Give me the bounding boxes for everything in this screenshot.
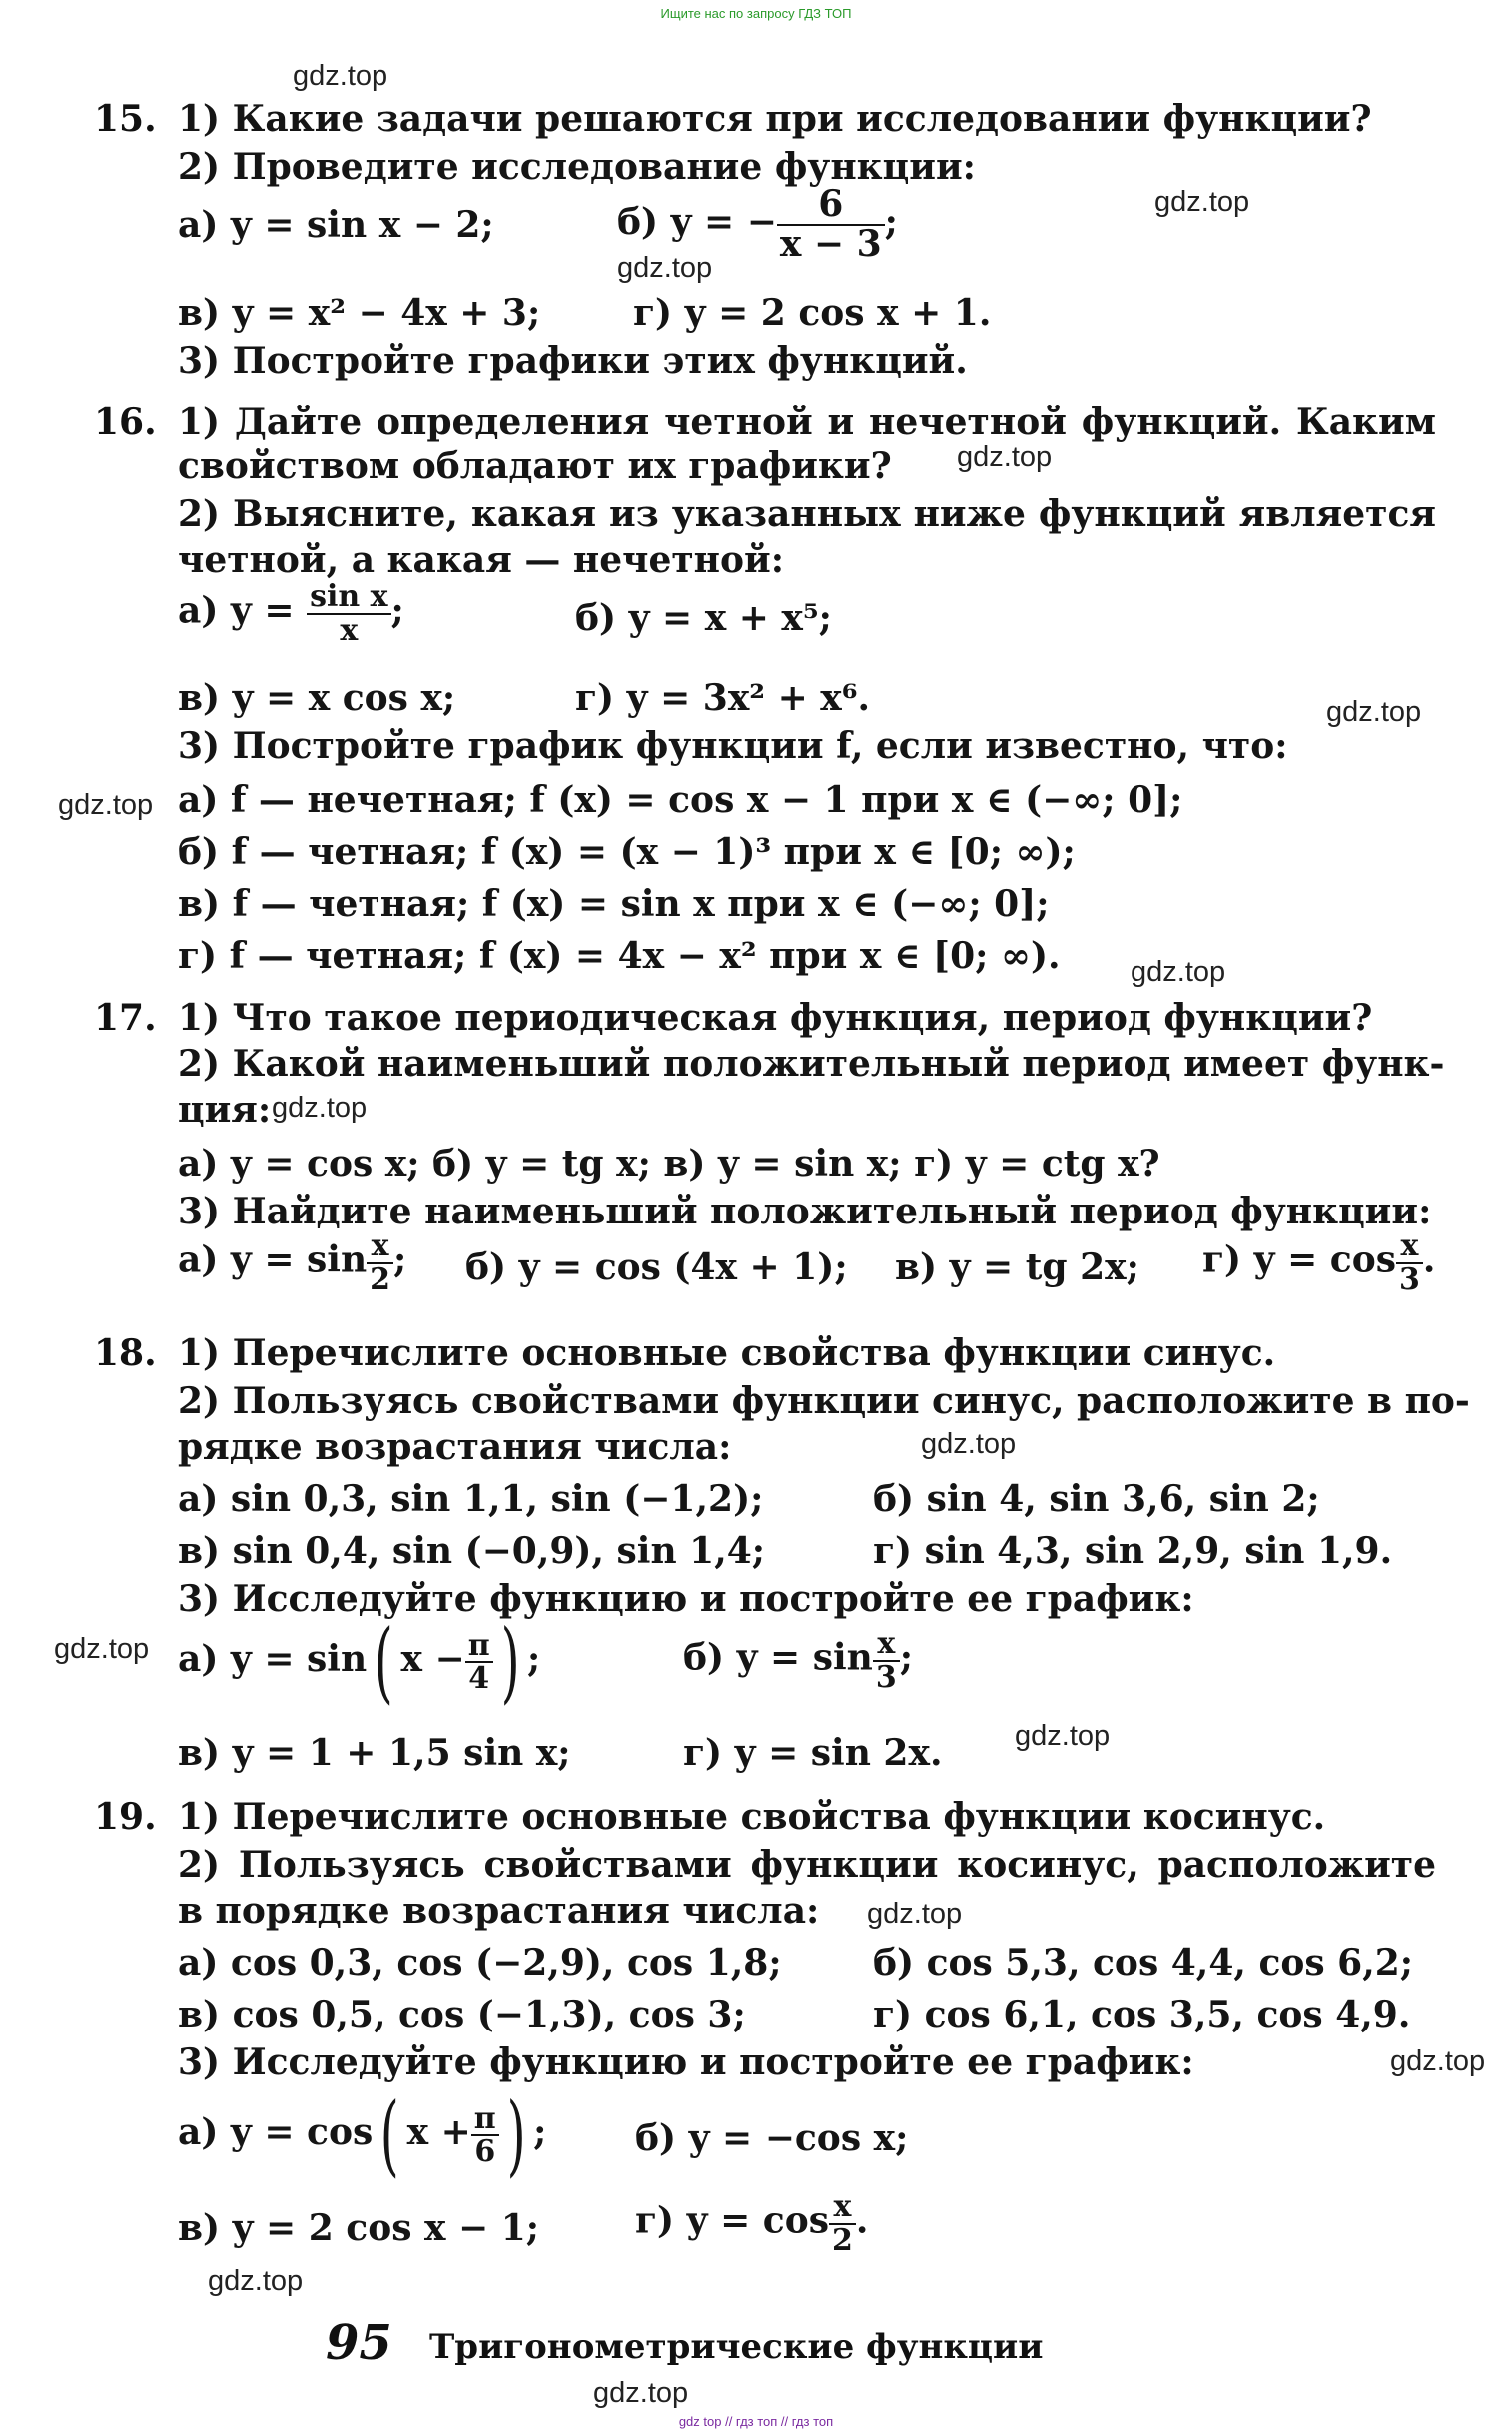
left-paren: ( xyxy=(379,2083,399,2186)
watermark: gdz.top xyxy=(593,2377,689,2409)
fraction xyxy=(307,581,390,646)
task-item xyxy=(635,2191,868,2256)
formula-text: ; xyxy=(533,2111,547,2153)
formula-text: ; xyxy=(527,1638,541,1680)
task-item: в) y = tg 2x; xyxy=(895,1246,1139,1288)
task-item: б) cos 5,3, cos 4,4, cos 6,2; xyxy=(873,1942,1414,1984)
task-item xyxy=(1202,1230,1435,1295)
task-item: в) y = x² − 4x + 3; xyxy=(178,292,541,334)
watermark: gdz.top xyxy=(1390,2045,1486,2077)
problem-line: 3) Постройте график функции f, если известно, что: xyxy=(178,725,1288,767)
task-item xyxy=(178,581,404,646)
fraction xyxy=(1396,1230,1423,1295)
formula-text: ; xyxy=(393,1238,407,1281)
problem-number: 18. xyxy=(94,1332,157,1374)
formula-text: г) y = cos xyxy=(635,2199,829,2242)
denominator: 4 xyxy=(468,1661,490,1696)
problem-line: в порядке возрастания числа: xyxy=(178,1890,820,1932)
formula-text: ; xyxy=(884,200,898,243)
formula-text: . xyxy=(855,2199,869,2242)
formula-text: а) y = xyxy=(178,589,295,632)
numerator: sin x xyxy=(307,581,390,615)
formula-text: ; xyxy=(899,1636,914,1679)
formula-text: а) y = sin xyxy=(178,1638,368,1680)
task-item: в) y = x cos x; xyxy=(178,677,456,719)
denominator: 2 xyxy=(370,1261,391,1297)
numerator: π xyxy=(465,1630,493,1664)
fraction xyxy=(829,2191,856,2256)
problem-line: 3) Исследуйте функцию и постройте ее график: xyxy=(178,1578,1194,1620)
problem-line: 1) Дайте определения четной и нечетной функций. Каким xyxy=(178,402,1436,443)
task-item xyxy=(178,1230,406,1295)
task-item xyxy=(683,1628,913,1693)
formula-text: x + xyxy=(406,2111,471,2153)
watermark: gdz.top xyxy=(1131,956,1226,988)
problem-line: 3) Найдите наименьший положительный период функции: xyxy=(178,1191,1432,1232)
problem-line: ция: xyxy=(178,1089,272,1131)
bottom-banner-note: gdz top // гдз топ // гдз топ xyxy=(678,2414,834,2429)
fraction xyxy=(367,1230,393,1295)
formula-text: а) y = cos xyxy=(178,2111,374,2153)
task-item: г) y = 3x² + x⁶. xyxy=(575,677,871,719)
problem-line: 1) Перечислите основные свойства функции косинус. xyxy=(178,1796,1326,1838)
problem-line: 2) Пользуясь свойствами функции синус, расположите в по- xyxy=(178,1380,1470,1422)
problem-line: четной, а какая — нечетной: xyxy=(178,539,785,581)
watermark: gdz.top xyxy=(58,789,154,821)
numerator: π xyxy=(471,2103,499,2137)
task-item: б) f — четная; f (x) = (x − 1)³ при x ∈ [0; ∞); xyxy=(178,831,1076,873)
problem-line: 1) Что такое периодическая функция, период функции? xyxy=(178,997,1373,1039)
watermark: gdz.top xyxy=(54,1633,150,1665)
formula-text: а) y = sin xyxy=(178,1238,368,1281)
top-banner-note: Ищите нас по запросу ГДЗ ТОП xyxy=(660,6,852,21)
formula-text: б) y = − xyxy=(617,200,777,243)
problem-line: 3) Исследуйте функцию и постройте ее график: xyxy=(178,2041,1194,2083)
task-item: в) y = 2 cos x − 1; xyxy=(178,2207,540,2249)
problem-line: 2) Проведите исследование функции: xyxy=(178,146,976,188)
numerator: x xyxy=(367,1230,393,1264)
watermark: gdz.top xyxy=(208,2265,304,2297)
running-head: Тригонометрические функции xyxy=(429,2327,1044,2367)
numerator: x xyxy=(829,2191,856,2225)
task-item: г) y = 2 cos x + 1. xyxy=(633,292,992,334)
page-number: 95 xyxy=(326,2315,392,2371)
fraction xyxy=(777,183,885,265)
fraction xyxy=(471,2100,499,2169)
denominator: 6 xyxy=(474,2134,496,2169)
watermark: gdz.top xyxy=(921,1428,1017,1460)
watermark: gdz.top xyxy=(957,441,1053,473)
problem-line: 2) Какой наименьший положительный период имеет функ- xyxy=(178,1043,1445,1085)
right-paren: ) xyxy=(506,2083,526,2186)
right-paren: ) xyxy=(500,1610,520,1713)
task-item xyxy=(617,183,898,265)
watermark: gdz.top xyxy=(293,60,388,92)
task-item xyxy=(178,2083,547,2186)
problem-number: 17. xyxy=(94,997,157,1039)
problem-number: 15. xyxy=(94,98,157,140)
task-item: в) cos 0,5, cos (−1,3), cos 3; xyxy=(178,1994,746,2035)
task-item: а) y = cos x; б) y = tg x; в) y = sin x; г) y = ctg x? xyxy=(178,1143,1160,1185)
task-item: в) sin 0,4, sin (−0,9), sin 1,4; xyxy=(178,1530,766,1572)
fraction xyxy=(873,1628,900,1693)
task-item: б) y = −cos x; xyxy=(635,2117,909,2159)
watermark: gdz.top xyxy=(272,1092,368,1124)
problem-line: 2) Пользуясь свойствами функции косинус, расположите xyxy=(178,1844,1436,1886)
task-item: а) cos 0,3, cos (−2,9), cos 1,8; xyxy=(178,1942,782,1984)
formula-text: б) y = sin xyxy=(683,1636,873,1679)
formula-text: . xyxy=(1422,1238,1436,1281)
formula-text: ; xyxy=(390,589,404,632)
problem-line: 1) Какие задачи решаются при исследовании функции? xyxy=(178,98,1372,140)
watermark: gdz.top xyxy=(617,252,713,284)
task-item: г) cos 6,1, cos 3,5, cos 4,9. xyxy=(873,1994,1411,2035)
watermark: gdz.top xyxy=(867,1898,963,1930)
problem-line: 2) Выясните, какая из указанных ниже функций является xyxy=(178,493,1436,535)
numerator: x xyxy=(1396,1230,1423,1264)
denominator: 3 xyxy=(1398,1261,1420,1297)
fraction xyxy=(465,1627,493,1696)
formula-text: г) y = cos xyxy=(1202,1238,1396,1281)
task-item: а) sin 0,3, sin 1,1, sin (−1,2); xyxy=(178,1478,764,1520)
task-item: а) f — нечетная; f (x) = cos x − 1 при x ∈ (−∞; 0]; xyxy=(178,779,1183,821)
problem-line: свойством обладают их графики? xyxy=(178,445,892,487)
watermark: gdz.top xyxy=(1154,186,1250,218)
task-item xyxy=(178,1610,541,1713)
problem-number: 16. xyxy=(94,402,157,443)
denominator: 3 xyxy=(875,1659,897,1695)
task-item: в) f — четная; f (x) = sin x при x ∈ (−∞; 0]; xyxy=(178,883,1050,925)
watermark: gdz.top xyxy=(1326,696,1422,728)
problem-number: 19. xyxy=(94,1796,157,1838)
problem-line: 3) Постройте графики этих функций. xyxy=(178,340,968,382)
denominator: 2 xyxy=(831,2222,853,2258)
denominator: x − 3 xyxy=(779,222,882,265)
task-item: б) y = x + x⁵; xyxy=(575,597,832,639)
task-item: б) sin 4, sin 3,6, sin 2; xyxy=(873,1478,1320,1520)
problem-line: 1) Перечислите основные свойства функции синус. xyxy=(178,1332,1276,1374)
task-item: г) y = sin 2x. xyxy=(683,1732,943,1774)
denominator: x xyxy=(340,612,359,648)
task-item: г) sin 4,3, sin 2,9, sin 1,9. xyxy=(873,1530,1393,1572)
task-item: в) y = 1 + 1,5 sin x; xyxy=(178,1732,571,1774)
task-item: г) f — четная; f (x) = 4x − x² при x ∈ [0; ∞). xyxy=(178,935,1061,977)
numerator: 6 xyxy=(777,186,885,226)
left-paren: ( xyxy=(374,1610,393,1713)
watermark: gdz.top xyxy=(1015,1720,1111,1752)
task-item: б) y = cos (4x + 1); xyxy=(465,1246,848,1288)
problem-line: рядке возрастания числа: xyxy=(178,1426,732,1468)
formula-text: x − xyxy=(400,1638,465,1680)
task-item: а) y = sin x − 2; xyxy=(178,204,494,246)
numerator: x xyxy=(873,1628,900,1662)
